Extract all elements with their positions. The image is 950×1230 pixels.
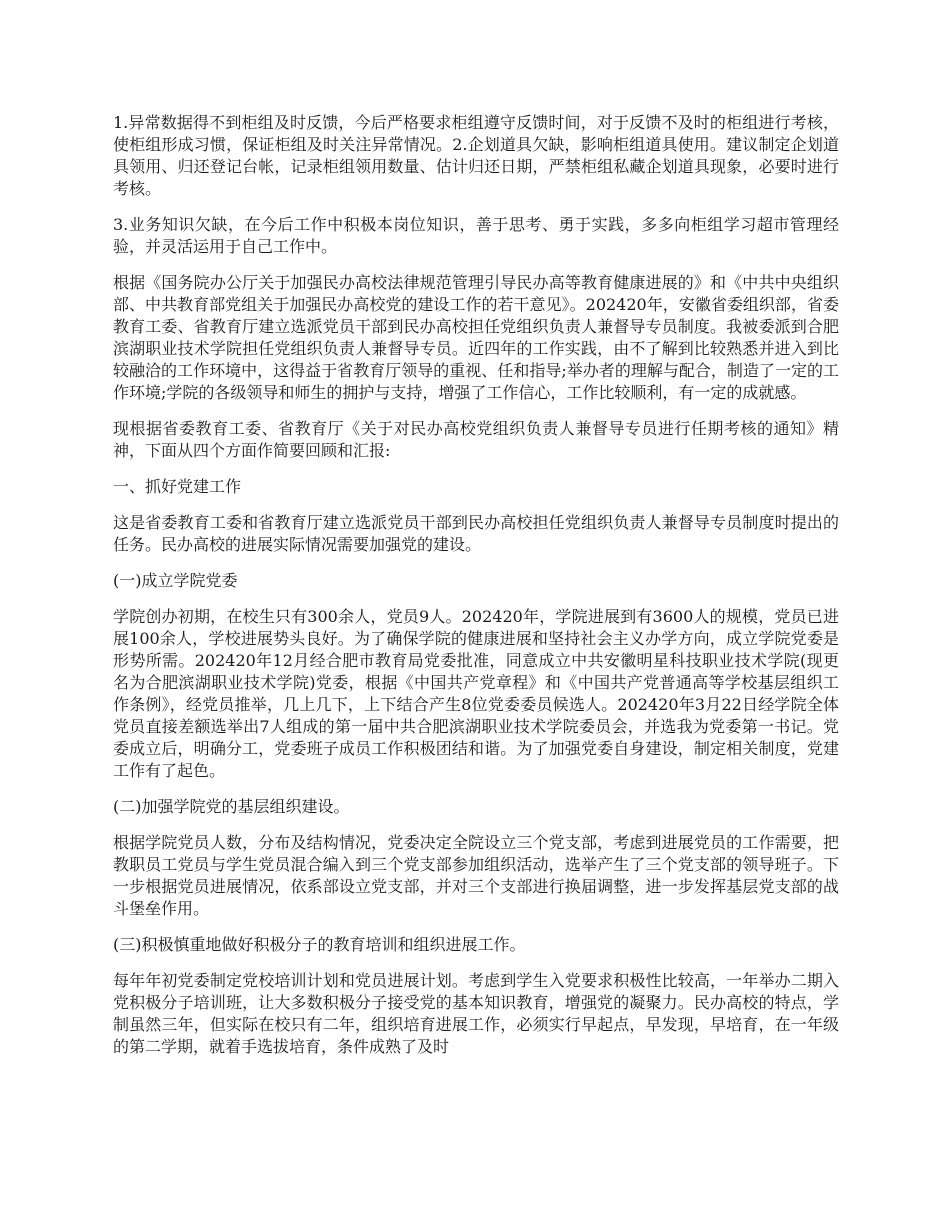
paragraph-committee-founding: 学院创办初期，在校生只有300余人，党员9人。202420年，学院进展到有3600人的规模，党员已进展100余人，学校进展势头良好。为了确保学院的健康进展和坚持社会主义办学方向，成立学院党委是形势所需。202420年12月经合肥市教育局党委批准，同意成立中共安徽明星科技职业技术学院(现更名为合肥滨湖职业技术学院)党委，根据《中国共产党章程》和《中国共产党普通高等学校基层组织工作条例》，经党员推举，几上几下，上下结合产生8位党委委员候选人。202420年3月22日经学院全体党员直接差额选举出7人组成的第一届中共合肥滨湖职业技术学院委员会，并选我为党委第一书记。党委成立后，明确分工，党委班子成员工作积极团结和谐。为了加强党委自身建设，制定相关制度，党建工作有了起色。 [113, 607, 839, 780]
paragraph-knowledge-issue: 3.业务知识欠缺，在今后工作中积极本岗位知识，善于思考、勇于实践，多多向柜组学习超市管理经验，并灵活运用于自己工作中。 [113, 215, 839, 256]
paragraph-task-origin: 这是省委教育工委和省教育厅建立选派党员干部到民办高校担任党组织负责人兼督导专员制度时提出的任务。民办高校的进展实际情况需要加强党的建设。 [113, 513, 839, 554]
paragraph-background: 根据《国务院办公厅关于加强民办高校法律规范管理引导民办高等教育健康进展的》和《中共中央组织部、中共教育部党组关于加强民办高校党的建设工作的若干意见》。202420年，安徽省委组织部，省委教育工委、省教育厅建立选派党员干部到民办高校担任党组织负责人兼督导专员制度。我被委派到合肥滨湖职业技术学院担任党组织负责人兼督导专员。近四年的工作实践，由不了解到比较熟悉并进入到比较融洽的工作环境中，这得益于省教育厅领导的重视、任和指导;举办者的理解与配合，制造了一定的工作环境;学院的各级领导和师生的拥护与支持，增强了工作信心，工作比较顺利，有一定的成就感。 [113, 273, 839, 402]
paragraph-training-plan: 每年年初党委制定党校培训计划和党员进展计划。考虑到学生入党要求积极性比较高，一年举办二期入党积极分子培训班，让大多数积极分子接受党的基本知识教育，增强党的凝聚力。民办高校的特点，学制虽然三年，但实际在校只有二年，组织培育进展工作，必须实行早起点，早发现，早培育，在一年级的第二学期，就着手选拔培育，条件成熟了及时 [113, 971, 839, 1056]
subheading-activist-training: (三)积极慎重地做好积极分子的教育培训和组织进展工作。 [113, 935, 526, 954]
document-page [113, 112, 839, 1072]
paragraph-party-branches: 根据学院党员人数，分布及结构情况，党委决定全院设立三个党支部，考虑到进展党员的工作需要，把教职员工党员与学生党员混合编入到三个党支部参加组织活动，选举产生了三个党支部的领导班子。下一步根据党员进展情况，依系部设立党支部，并对三个支部进行换届调整，进一步发挥基层党支部的战斗堡垒作用。 [113, 833, 839, 918]
subheading-grassroots-organization: (二)加强学院党的基层组织建设。 [113, 797, 350, 816]
paragraph-feedback-issue: 1.异常数据得不到柜组及时反馈，今后严格要求柜组遵守反馈时间，对于反馈不及时的柜组进行考核，使柜组形成习惯，保证柜组及时关注异常情况。2.企划道具欠缺，影响柜组道具使用。建议制定企划道具领用、归还登记台帐，记录柜组领用数量、估计归还日期，严禁柜组私藏企划道具现象，必要时进行考核。 [113, 113, 839, 198]
paragraph-report-intro: 现根据省委教育工委、省教育厅《关于对民办高校党组织负责人兼督导专员进行任期考核的通知》精神，下面从四个方面作简要回顾和汇报: [113, 419, 839, 460]
subheading-establish-committee: (一)成立学院党委 [113, 571, 238, 590]
section-heading-party-building: 一、抓好党建工作 [113, 477, 242, 496]
